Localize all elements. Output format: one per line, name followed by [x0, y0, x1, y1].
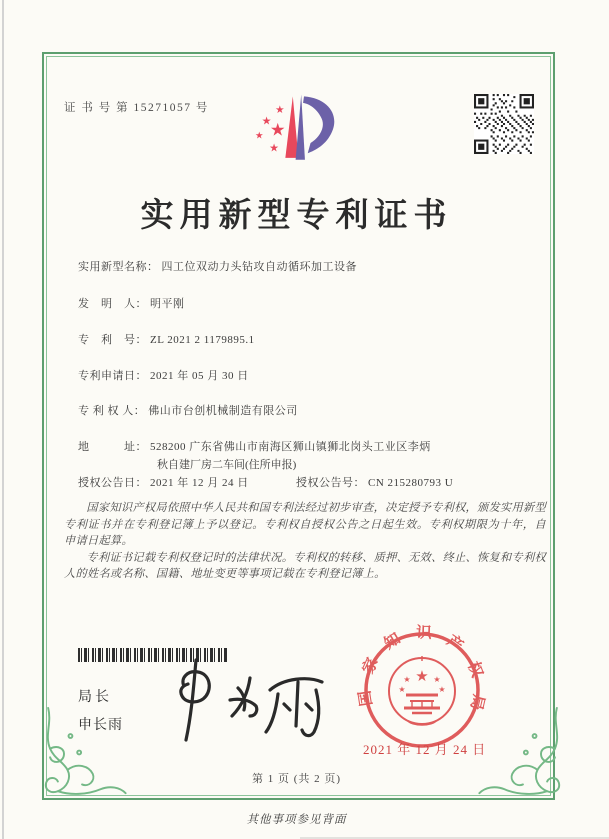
svg-text:★: ★ [438, 685, 446, 694]
back-side-note: 其他事项参见背面 [246, 814, 347, 826]
field-patent-number [78, 332, 255, 349]
svg-text:★: ★ [269, 142, 280, 155]
field-filing-date [78, 368, 249, 385]
field-value: 2021 年 05 月 30 日 [150, 370, 249, 382]
field-value: 明平刚 [150, 298, 185, 310]
svg-text:★: ★ [415, 669, 429, 685]
legal-paragraph-1: 国家知识产权局依照中华人民共和国专利法经过初步审查，决定授予专利权，颁发实用新型专利证书并在专利登记簿上予以登记。专利权自授权公告之日起生效。专利权期限为十年，自申请日起算。 [64, 502, 546, 548]
field-label: 专利申请日： [78, 370, 147, 382]
field-grant-number [296, 475, 453, 492]
field-label: 专 利 权 人： [78, 405, 146, 417]
qr-code-icon [474, 94, 534, 154]
field-label: 实用新型名称： [78, 261, 159, 273]
svg-text:★: ★ [403, 675, 411, 684]
field-value: CN 215280793 U [368, 477, 454, 489]
seal-ring-text: 国家知识产权局 [356, 624, 488, 712]
field-value: 528200 广东省佛山市南海区狮山镇狮北岗头工业区李炳 [150, 441, 431, 453]
field-invention-name [78, 259, 357, 276]
certificate-number: 证 书 号 第 15271057 号 [64, 102, 209, 114]
field-grant-row [78, 475, 548, 492]
svg-text:★: ★ [433, 675, 441, 684]
field-label: 地 址： [78, 441, 147, 453]
page-number: 第 1 页 (共 2 页) [251, 773, 342, 785]
legal-body-text [64, 500, 546, 583]
field-label: 发 明 人： [78, 298, 147, 310]
legal-paragraph-2: 专利证书记载专利权登记时的法律状况。专利权的转移、质押、无效、终止、恢复和专利权人的姓名或名称、国籍、地址变更等事项记载在专利登记簿上。 [64, 551, 546, 581]
director-title: 局长 [78, 690, 112, 705]
svg-text:国家知识产权局 [355, 623, 489, 712]
svg-text:★: ★ [398, 685, 406, 694]
field-label: 专 利 号： [78, 334, 147, 346]
svg-text:★: ★ [269, 119, 286, 140]
certificate-title: 实用新型专利证书 [140, 198, 453, 234]
field-label: 授权公告日： [78, 477, 147, 489]
svg-text:★: ★ [261, 115, 272, 128]
field-value: 2021 年 12 月 24 日 [150, 477, 249, 489]
scan-edge-artifact [2, 0, 4, 839]
director-name: 申长雨 [78, 718, 123, 733]
field-value: 佛山市台创机械制造有限公司 [148, 405, 298, 417]
svg-text:★: ★ [275, 105, 285, 117]
field-value: 四工位双动力头钻攻自动循环加工设备 [161, 261, 357, 273]
field-label: 授权公告号： [296, 477, 365, 489]
field-patentee [78, 403, 298, 420]
field-value: ZL 2021 2 1179895.1 [150, 334, 255, 346]
field-grant-date [78, 477, 249, 489]
field-value: 秋自建厂房二车间(住所申报) [157, 459, 297, 471]
cnipa-logo-icon [234, 74, 346, 184]
field-address-line2 [157, 457, 296, 474]
national-emblem-icon [389, 656, 455, 725]
field-address [78, 439, 431, 456]
svg-text:★: ★ [255, 131, 264, 142]
handwritten-signature-icon [166, 648, 338, 750]
field-inventor [78, 296, 185, 313]
seal-date: 2021 年 12 月 24 日 [363, 742, 487, 757]
